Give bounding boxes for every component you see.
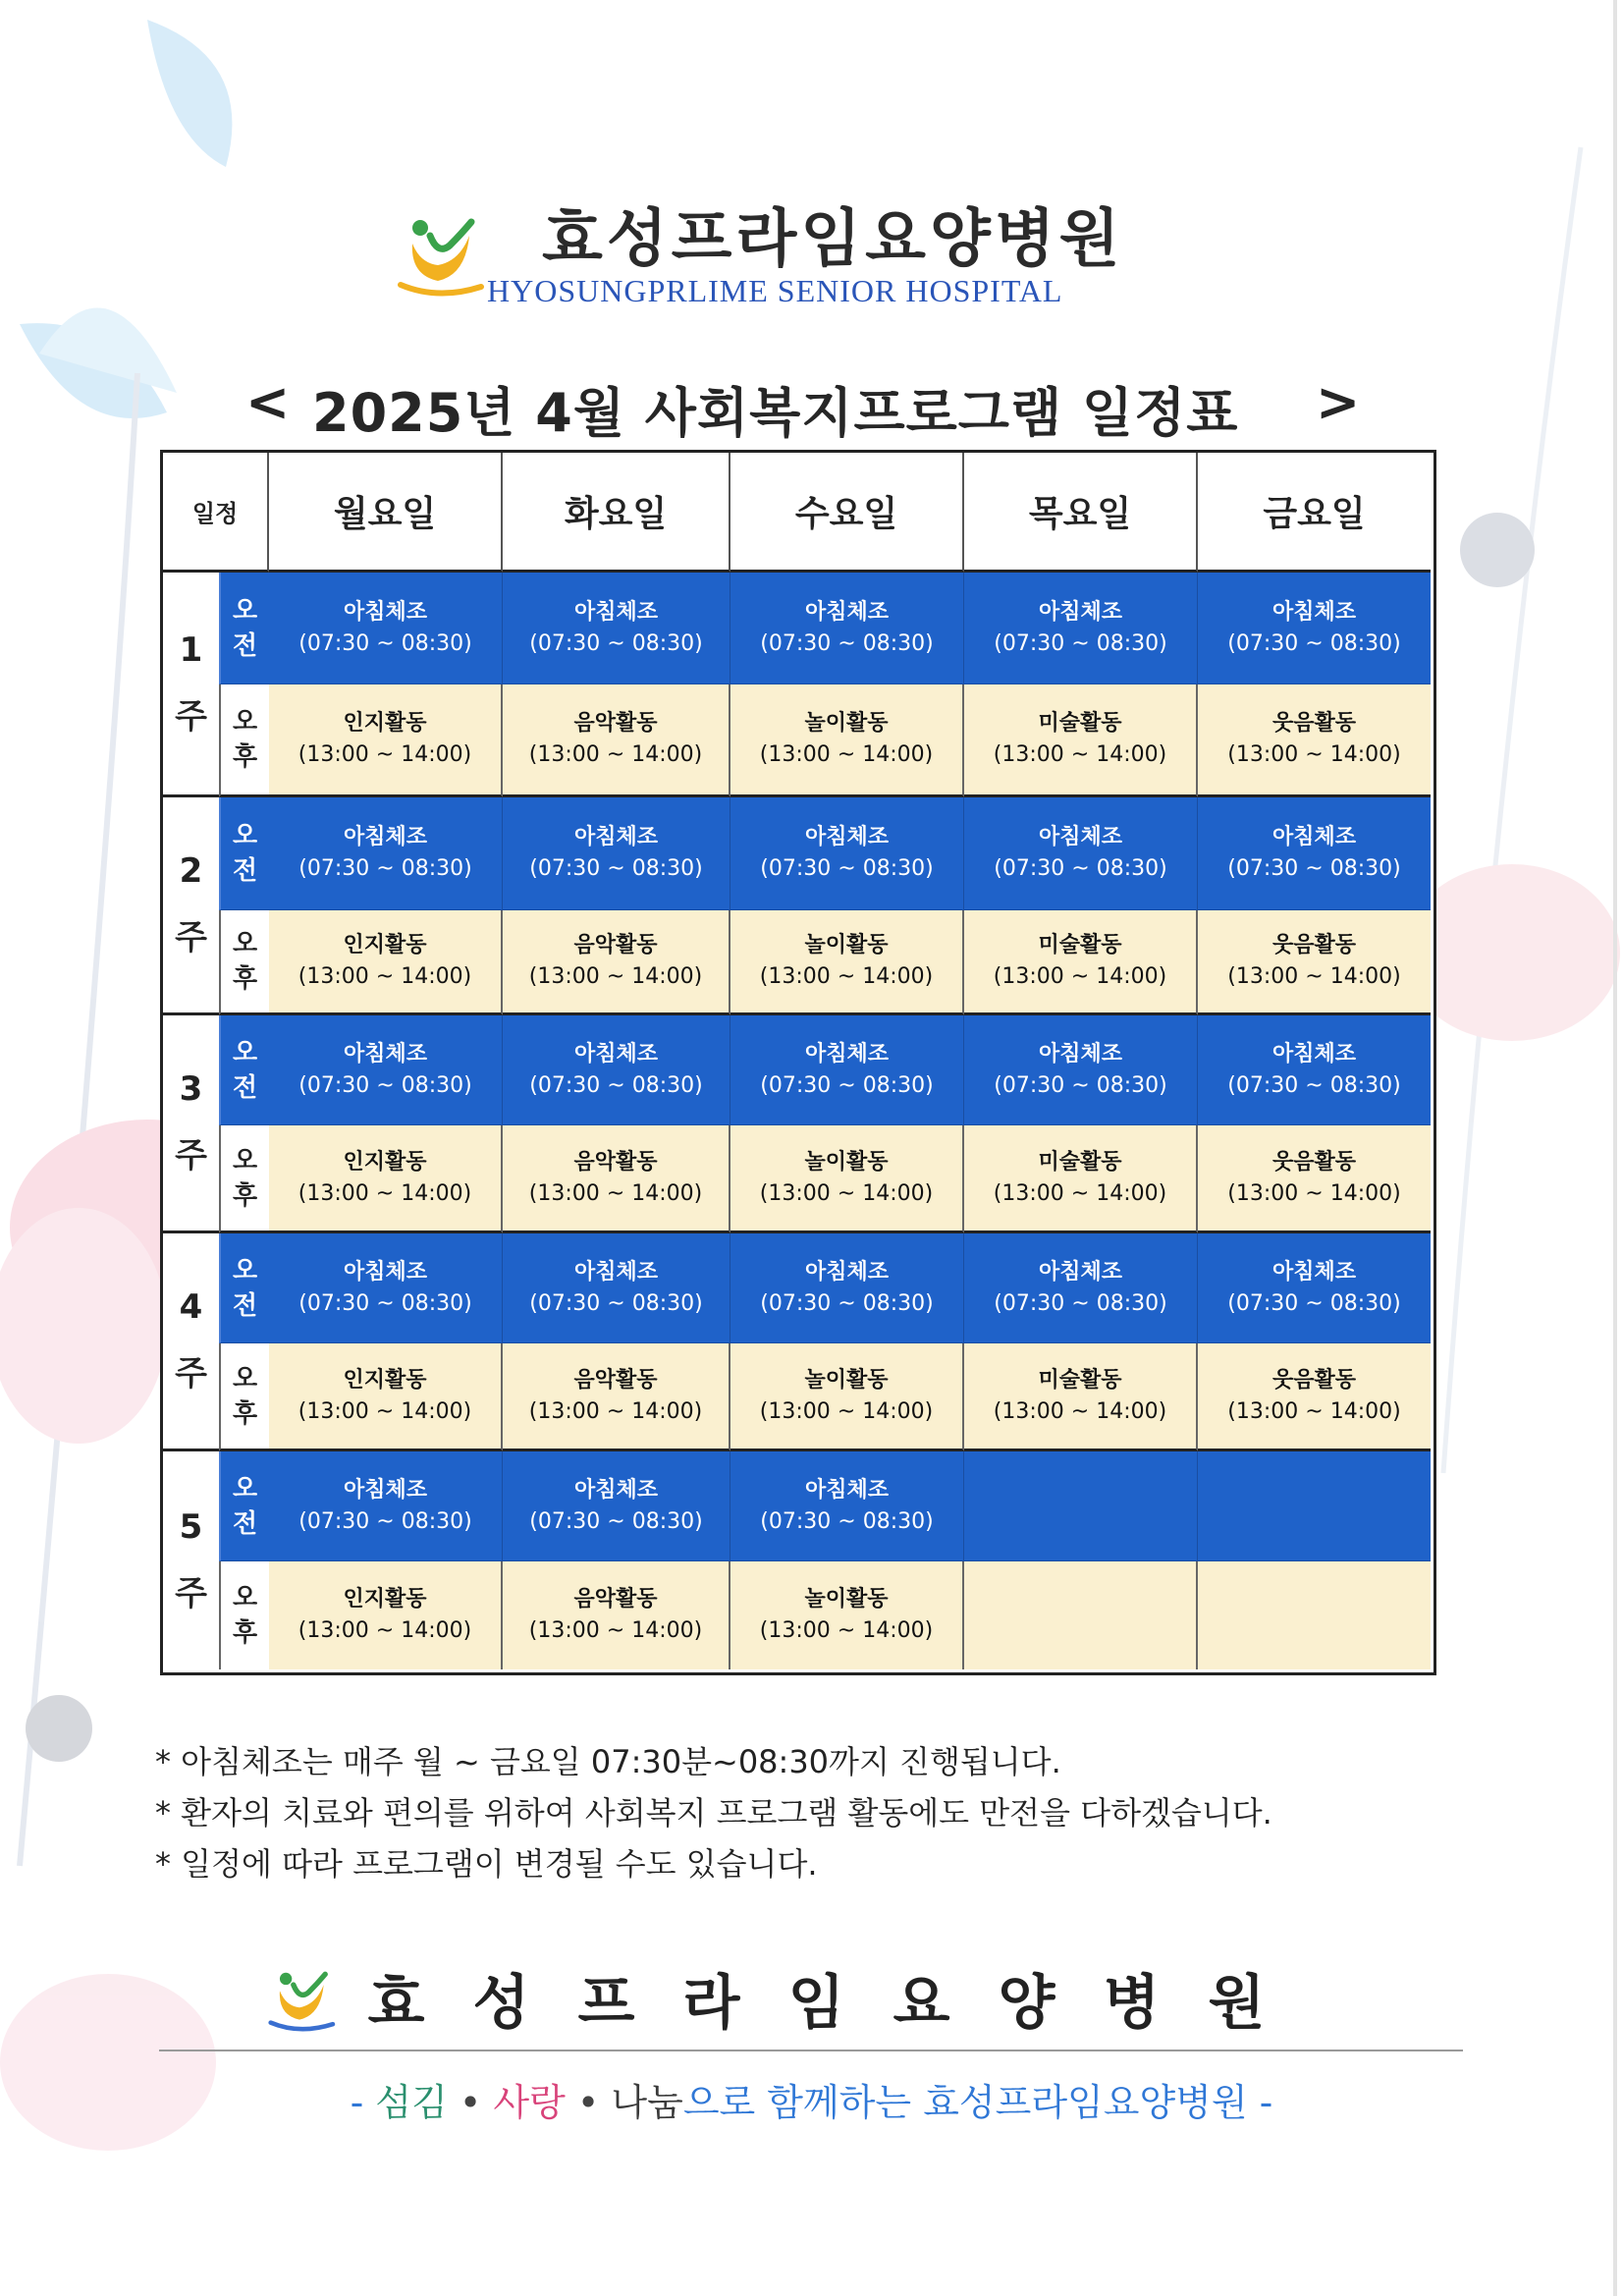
activity-cell xyxy=(503,910,730,1015)
activity-cell xyxy=(1198,797,1431,910)
activity-name: 미술활동 xyxy=(1038,1149,1122,1175)
activity-name: 아침체조 xyxy=(1271,1259,1356,1285)
title-text: 2025년 4월 사회복지프로그램 일정표 xyxy=(312,382,1239,444)
empty-cell xyxy=(964,1451,1198,1561)
note-item: * 아침체조는 매주 월 ~ 금요일 07:30분~08:30까지 진행됩니다. xyxy=(155,1743,1061,1780)
footer-name-char: 양 xyxy=(998,1969,1055,2038)
activity-name: 음악활동 xyxy=(573,933,658,957)
hospital-logo-icon xyxy=(391,206,485,301)
footer-name-char: 원 xyxy=(1208,1969,1266,2038)
activity-cell xyxy=(730,1015,964,1125)
activity-cell xyxy=(269,797,503,910)
activity-time: (07:30 ~ 08:30) xyxy=(760,856,934,881)
activity-cell xyxy=(269,1451,503,1561)
day-header-mon: 월요일 xyxy=(269,453,503,573)
activity-cell xyxy=(964,1125,1198,1233)
activity-time: (13:00 ~ 14:00) xyxy=(1227,1398,1401,1424)
activity-cell xyxy=(503,1451,730,1561)
activity-cell xyxy=(964,910,1198,1015)
week-label xyxy=(163,1451,219,1669)
activity-name: 아침체조 xyxy=(1271,825,1356,849)
hospital-name-english: HYOSUNGPRLIME SENIOR HOSPITAL xyxy=(487,273,1063,308)
slogan-rest: 으로 함께하는 효성프라임요양병원 xyxy=(682,2081,1248,2124)
activity-name: 음악활동 xyxy=(573,1149,658,1175)
activity-cell xyxy=(269,1343,503,1451)
activity-time: (13:00 ~ 14:00) xyxy=(528,742,703,767)
activity-time: (07:30 ~ 08:30) xyxy=(529,1072,703,1098)
period-label-pm xyxy=(219,910,269,1015)
activity-cell xyxy=(964,573,1198,684)
note-item: * 일정에 따라 프로그램이 변경될 수도 있습니다. xyxy=(155,1845,818,1883)
activity-name: 미술활동 xyxy=(1038,933,1122,957)
period-char: 오 xyxy=(232,1583,258,1613)
activity-cell xyxy=(269,684,503,797)
activity-cell xyxy=(730,1343,964,1451)
activity-name: 음악활동 xyxy=(573,1587,658,1612)
title-close-bracket: > xyxy=(1316,371,1361,433)
activity-cell xyxy=(269,910,503,1015)
activity-name: 웃음활동 xyxy=(1271,933,1356,957)
slogan-dash-left: - xyxy=(350,2081,376,2124)
footer-divider xyxy=(159,2050,1463,2051)
week-unit: 주 xyxy=(175,1573,207,1613)
activity-time: (13:00 ~ 14:00) xyxy=(528,1180,703,1206)
period-char: 오 xyxy=(232,707,258,737)
slogan-word-share: 나눔 xyxy=(611,2081,683,2124)
activity-cell xyxy=(1198,1343,1431,1451)
empty-cell xyxy=(1198,1561,1431,1669)
empty-cell xyxy=(964,1561,1198,1669)
activity-time: (13:00 ~ 14:00) xyxy=(993,964,1167,989)
slogan-dot: • xyxy=(447,2081,494,2124)
activity-name: 놀이활동 xyxy=(804,933,889,957)
activity-time: (07:30 ~ 08:30) xyxy=(529,1508,703,1534)
activity-time: (13:00 ~ 14:00) xyxy=(993,742,1167,767)
activity-time: (07:30 ~ 08:30) xyxy=(994,1072,1167,1098)
period-char: 후 xyxy=(232,964,258,994)
activity-time: (07:30 ~ 08:30) xyxy=(298,1072,472,1098)
activity-cell xyxy=(1198,910,1431,1015)
activity-name: 놀이활동 xyxy=(804,1587,889,1612)
activity-time: (13:00 ~ 14:00) xyxy=(1227,964,1401,989)
activity-time: (13:00 ~ 14:00) xyxy=(528,964,703,989)
activity-time: (13:00 ~ 14:00) xyxy=(759,742,934,767)
activity-name: 아침체조 xyxy=(804,1259,889,1285)
period-label-am xyxy=(219,573,269,684)
slogan-word-serve: 섬김 xyxy=(375,2081,448,2124)
activity-time: (07:30 ~ 08:30) xyxy=(760,630,934,656)
period-char: 오 xyxy=(232,1145,258,1175)
activity-time: (07:30 ~ 08:30) xyxy=(298,1290,472,1316)
slogan-word-love: 사랑 xyxy=(493,2081,566,2124)
period-char: 전 xyxy=(232,1290,258,1321)
activity-time: (07:30 ~ 08:30) xyxy=(994,1290,1167,1316)
week-number: 5 xyxy=(179,1506,203,1547)
activity-cell xyxy=(269,1233,503,1343)
activity-cell xyxy=(730,573,964,684)
activity-cell xyxy=(503,684,730,797)
activity-cell xyxy=(964,1015,1198,1125)
week-label xyxy=(163,1015,219,1233)
activity-name: 아침체조 xyxy=(1038,825,1122,849)
activity-name: 아침체조 xyxy=(804,1477,889,1503)
activity-time: (07:30 ~ 08:30) xyxy=(529,1290,703,1316)
week-number: 2 xyxy=(179,851,203,891)
activity-cell xyxy=(730,1451,964,1561)
activity-cell xyxy=(730,1233,964,1343)
activity-cell xyxy=(730,684,964,797)
activity-name: 웃음활동 xyxy=(1271,1149,1356,1175)
activity-time: (13:00 ~ 14:00) xyxy=(298,742,472,767)
period-label-pm xyxy=(219,1561,269,1669)
footer-name-char: 임 xyxy=(787,1969,845,2038)
activity-time: (13:00 ~ 14:00) xyxy=(528,1618,703,1643)
activity-time: (13:00 ~ 14:00) xyxy=(298,1618,472,1643)
footer-name-char: 성 xyxy=(472,1969,530,2038)
activity-time: (13:00 ~ 14:00) xyxy=(759,1180,934,1206)
activity-time: (13:00 ~ 14:00) xyxy=(1227,742,1401,767)
week-unit: 주 xyxy=(175,1136,207,1175)
activity-name: 음악활동 xyxy=(573,711,658,736)
footer-slogan xyxy=(0,2072,1623,2126)
period-char: 전 xyxy=(232,630,258,661)
hospital-name: 효성프라임요양병원 xyxy=(542,203,1124,276)
activity-cell xyxy=(730,910,964,1015)
period-char: 오 xyxy=(232,1255,258,1285)
activity-time: (13:00 ~ 14:00) xyxy=(759,1618,934,1643)
activity-name: 아침체조 xyxy=(804,1041,889,1066)
activity-name: 아침체조 xyxy=(1271,599,1356,625)
activity-name: 아침체조 xyxy=(343,1477,427,1503)
period-char: 전 xyxy=(232,856,258,886)
activity-time: (07:30 ~ 08:30) xyxy=(760,1290,934,1316)
period-char: 오 xyxy=(232,1363,258,1394)
period-label-pm xyxy=(219,1125,269,1233)
week-number: 3 xyxy=(179,1069,203,1109)
period-char: 후 xyxy=(232,1180,258,1211)
activity-cell xyxy=(503,1561,730,1669)
activity-time: (13:00 ~ 14:00) xyxy=(1227,1180,1401,1206)
activity-time: (07:30 ~ 08:30) xyxy=(760,1508,934,1534)
activity-time: (07:30 ~ 08:30) xyxy=(1227,856,1401,881)
activity-cell xyxy=(730,1561,964,1669)
activity-name: 아침체조 xyxy=(1038,1259,1122,1285)
schedule-table xyxy=(160,450,1436,1675)
activity-time: (13:00 ~ 14:00) xyxy=(759,964,934,989)
activity-time: (07:30 ~ 08:30) xyxy=(1227,1290,1401,1316)
activity-name: 인지활동 xyxy=(343,933,427,957)
activity-cell xyxy=(964,1233,1198,1343)
period-label-am xyxy=(219,1233,269,1343)
activity-name: 놀이활동 xyxy=(804,1367,889,1393)
activity-time: (13:00 ~ 14:00) xyxy=(759,1398,934,1424)
period-char: 오 xyxy=(232,595,258,626)
footer-name-char: 요 xyxy=(893,1969,950,2038)
week-label xyxy=(163,797,219,1015)
activity-name: 인지활동 xyxy=(343,1367,427,1393)
activity-time: (07:30 ~ 08:30) xyxy=(298,856,472,881)
week-number: 4 xyxy=(179,1287,203,1327)
activity-name: 아침체조 xyxy=(343,599,427,625)
slogan-dash-right: - xyxy=(1247,2081,1273,2124)
activity-name: 웃음활동 xyxy=(1271,711,1356,736)
footer-name-char: 프 xyxy=(577,1969,635,2038)
activity-cell xyxy=(503,1233,730,1343)
activity-name: 아침체조 xyxy=(573,825,658,849)
activity-name: 아침체조 xyxy=(343,1041,427,1066)
activity-name: 아침체조 xyxy=(1038,599,1122,625)
corner-header: 일정 xyxy=(163,453,269,573)
activity-name: 인지활동 xyxy=(343,1587,427,1612)
activity-cell xyxy=(503,1125,730,1233)
activity-time: (13:00 ~ 14:00) xyxy=(298,964,472,989)
footer-name-char: 라 xyxy=(682,1969,740,2038)
title-open-bracket: < xyxy=(245,371,291,433)
activity-name: 미술활동 xyxy=(1038,1367,1122,1393)
activity-time: (07:30 ~ 08:30) xyxy=(1227,630,1401,656)
footer-logo-icon xyxy=(263,1962,336,2035)
activity-name: 웃음활동 xyxy=(1271,1367,1356,1393)
day-header-thu: 목요일 xyxy=(964,453,1198,573)
activity-name: 놀이활동 xyxy=(804,711,889,736)
activity-cell xyxy=(1198,1015,1431,1125)
period-char: 오 xyxy=(232,1473,258,1503)
activity-time: (13:00 ~ 14:00) xyxy=(993,1398,1167,1424)
period-label-pm xyxy=(219,684,269,797)
activity-cell xyxy=(1198,1233,1431,1343)
footer-name-char: 병 xyxy=(1103,1969,1161,2038)
activity-cell xyxy=(269,1125,503,1233)
activity-name: 인지활동 xyxy=(343,711,427,736)
activity-name: 아침체조 xyxy=(573,1259,658,1285)
activity-cell xyxy=(730,1125,964,1233)
day-header-wed: 수요일 xyxy=(730,453,964,573)
week-unit: 주 xyxy=(175,1354,207,1394)
activity-time: (07:30 ~ 08:30) xyxy=(994,856,1167,881)
activity-time: (13:00 ~ 14:00) xyxy=(298,1398,472,1424)
activity-name: 미술활동 xyxy=(1038,711,1122,736)
day-header-tue: 화요일 xyxy=(503,453,730,573)
activity-time: (07:30 ~ 08:30) xyxy=(298,630,472,656)
activity-name: 음악활동 xyxy=(573,1367,658,1393)
week-unit: 주 xyxy=(175,918,207,957)
activity-cell xyxy=(503,1015,730,1125)
activity-name: 아침체조 xyxy=(804,599,889,625)
notes-list xyxy=(155,1736,1272,1889)
week-number: 1 xyxy=(179,629,203,670)
empty-cell xyxy=(1198,1451,1431,1561)
activity-name: 아침체조 xyxy=(573,1477,658,1503)
period-char: 전 xyxy=(232,1072,258,1103)
activity-cell xyxy=(503,573,730,684)
activity-cell xyxy=(503,1343,730,1451)
period-char: 오 xyxy=(232,821,258,850)
period-char: 후 xyxy=(232,742,258,772)
activity-name: 인지활동 xyxy=(343,1149,427,1175)
activity-time: (13:00 ~ 14:00) xyxy=(993,1180,1167,1206)
activity-time: (07:30 ~ 08:30) xyxy=(994,630,1167,656)
slogan-dot: • xyxy=(565,2081,612,2124)
week-unit: 주 xyxy=(175,696,207,737)
activity-cell xyxy=(730,797,964,910)
week-label xyxy=(163,573,219,797)
period-char: 오 xyxy=(232,1037,258,1067)
activity-name: 아침체조 xyxy=(343,1259,427,1285)
activity-name: 아침체조 xyxy=(573,599,658,625)
period-label-am xyxy=(219,797,269,910)
period-char: 오 xyxy=(232,929,258,958)
period-char: 전 xyxy=(232,1508,258,1539)
activity-cell xyxy=(503,797,730,910)
activity-cell xyxy=(964,684,1198,797)
activity-cell xyxy=(269,1015,503,1125)
period-char: 후 xyxy=(232,1398,258,1429)
activity-name: 아침체조 xyxy=(573,1041,658,1066)
note-item: * 환자의 치료와 편의를 위하여 사회복지 프로그램 활동에도 만전을 다하겠습니다. xyxy=(155,1794,1272,1831)
activity-time: (07:30 ~ 08:30) xyxy=(1227,1072,1401,1098)
activity-time: (07:30 ~ 08:30) xyxy=(760,1072,934,1098)
activity-cell xyxy=(964,797,1198,910)
activity-cell xyxy=(964,1343,1198,1451)
activity-cell xyxy=(269,1561,503,1669)
activity-time: (13:00 ~ 14:00) xyxy=(298,1180,472,1206)
activity-time: (13:00 ~ 14:00) xyxy=(528,1398,703,1424)
activity-name: 아침체조 xyxy=(1038,1041,1122,1066)
period-char: 후 xyxy=(232,1618,258,1648)
activity-time: (07:30 ~ 08:30) xyxy=(529,630,703,656)
day-header-fri: 금요일 xyxy=(1198,453,1431,573)
activity-cell xyxy=(1198,684,1431,797)
period-label-pm xyxy=(219,1343,269,1451)
footer-name-char: 효 xyxy=(367,1969,425,2038)
activity-time: (07:30 ~ 08:30) xyxy=(298,1508,472,1534)
activity-name: 아침체조 xyxy=(1271,1041,1356,1066)
activity-cell xyxy=(1198,1125,1431,1233)
activity-name: 아침체조 xyxy=(804,825,889,849)
period-label-am xyxy=(219,1451,269,1561)
activity-cell xyxy=(269,573,503,684)
activity-time: (07:30 ~ 08:30) xyxy=(529,856,703,881)
activity-name: 아침체조 xyxy=(343,825,427,849)
period-label-am xyxy=(219,1015,269,1125)
footer-hospital-name xyxy=(344,1956,1289,2041)
week-label xyxy=(163,1233,219,1451)
activity-name: 놀이활동 xyxy=(804,1149,889,1175)
activity-cell xyxy=(1198,573,1431,684)
